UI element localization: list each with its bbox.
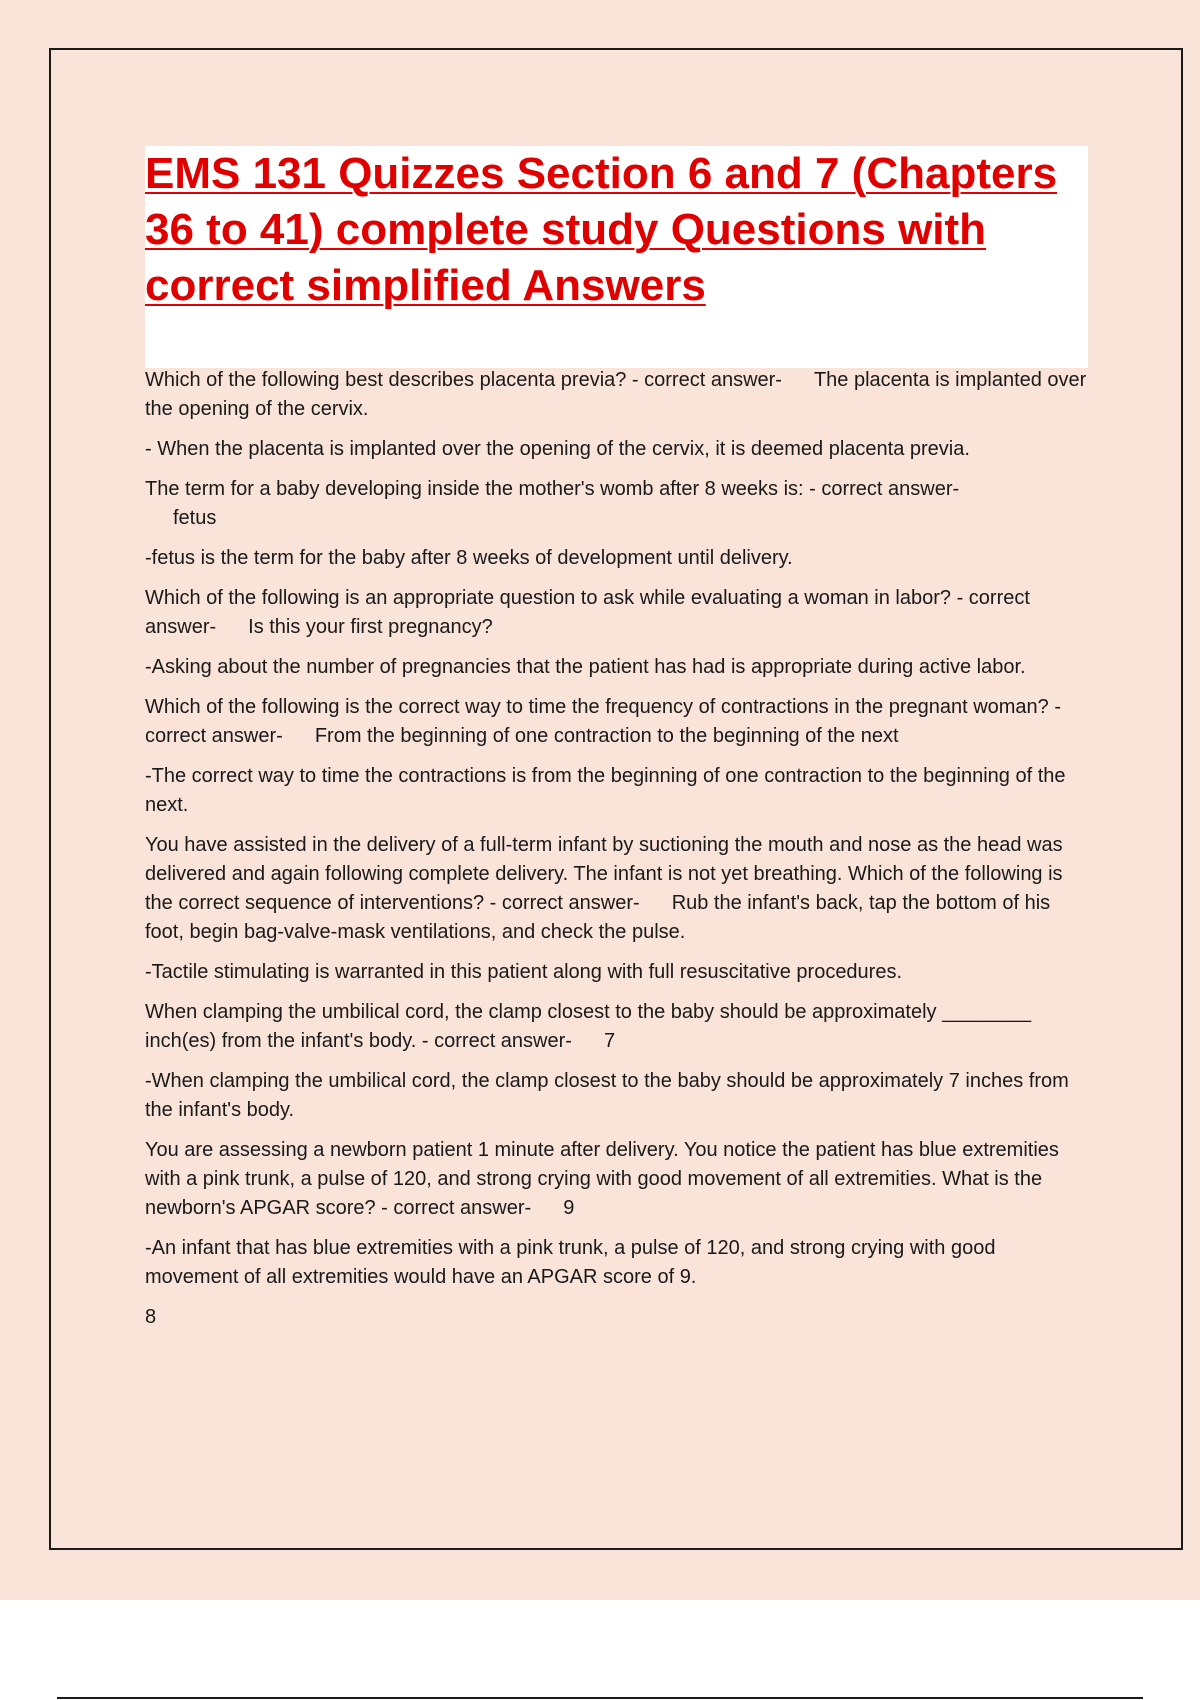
question-1: [145, 366, 1090, 424]
answer-text: fetus: [173, 507, 217, 529]
explanation-5: -Tactile stimulating is warranted in this patient along with full resuscitative procedures.: [145, 961, 903, 983]
answer-text: Is this your first pregnancy?: [248, 616, 493, 638]
question-text: Which of the following is the correct way to time the frequency of contractions in the pregnant woman? - correct answer-: [145, 696, 1062, 747]
explanation-7: -An infant that has blue extremities with a pink trunk, a pulse of 120, and strong crying with good movement of all extremities would have an APGAR score of 9.: [145, 1237, 996, 1288]
question-4: [145, 693, 1090, 751]
question-7: [145, 1136, 1090, 1223]
question-text: Which of the following is an appropriate question to ask while evaluating a woman in labor? - correct answer-: [145, 587, 1030, 638]
explanation-3: -Asking about the number of pregnancies that the patient has had is appropriate during active labor.: [145, 656, 1026, 678]
question-2: [145, 475, 1090, 533]
question-5: [145, 831, 1090, 947]
page-number: 8: [145, 1306, 157, 1328]
answer-text: Rub the infant's back, tap the bottom of his foot, begin bag-valve-mask ventilations, and check the pulse.: [145, 892, 1051, 943]
answer-text: From the beginning of one contraction to the beginning of the next: [314, 725, 899, 747]
explanation-4: -The correct way to time the contractions is from the beginning of one contraction to the beginning of the next.: [145, 765, 1066, 816]
question-text: You have assisted in the delivery of a full-term infant by suctioning the mouth and nose as the head was delivered and again following complete delivery. The infant is not yet breathing. Which of the following is the correct sequence of interventions? - correct answer-: [145, 834, 1063, 914]
explanation-6: -When clamping the umbilical cord, the clamp closest to the baby should be approximately 7 inches from the infant's body.: [145, 1070, 1069, 1121]
question-text: The term for a baby developing inside the mother's womb after 8 weeks is: - correct answer-: [145, 478, 960, 500]
answer-text: 7: [603, 1030, 616, 1052]
explanation-1: - When the placenta is implanted over the opening of the cervix, it is deemed placenta previa.: [145, 438, 970, 460]
question-text: Which of the following best describes placenta previa? - correct answer-: [145, 369, 782, 391]
question-3: [145, 584, 1090, 642]
answer-text: 9: [563, 1197, 575, 1219]
question-text: When clamping the umbilical cord, the clamp closest to the baby should be approximately ________ inch(es) from the infant's body. - correct answer-: [145, 1001, 1032, 1052]
question-text: You are assessing a newborn patient 1 minute after delivery. You notice the patient has blue extremities with a pink trunk, a pulse of 120, and strong crying with good movement of all extremities. What is the newborn's APGAR score? - correct answer-: [145, 1139, 1059, 1219]
explanation-2: -fetus is the term for the baby after 8 weeks of development until delivery.: [145, 547, 793, 569]
question-6: [145, 998, 1090, 1056]
answer-text: The placenta is implanted over the opening of the cervix.: [145, 369, 1087, 420]
document-title: EMS 131 Quizzes Section 6 and 7 (Chapters 36 to 41) complete study Questions with correct simplified Answers: [145, 149, 1058, 310]
next-page-top-rule: [57, 1697, 1143, 1699]
document-body: [145, 366, 1090, 1343]
